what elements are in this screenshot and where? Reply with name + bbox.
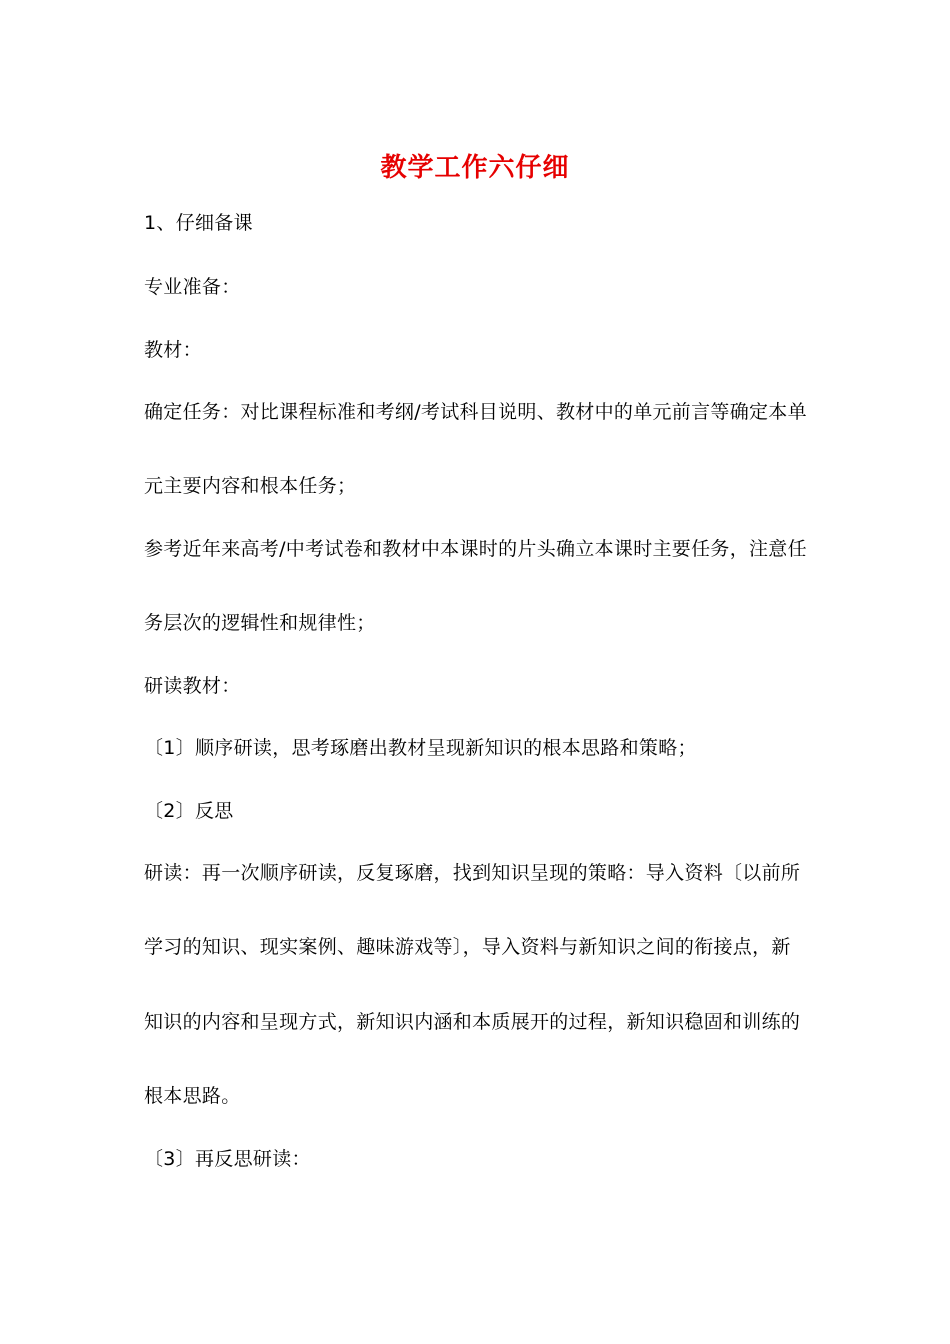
paragraph-line: 元主要内容和根本任务； — [144, 475, 357, 497]
paragraph-line: 知识的内容和呈现方式，新知识内涵和本质展开的过程，新知识稳固和训练的 — [144, 1011, 801, 1033]
paragraph-line: 确定任务：对比课程标准和考纲/考试科目说明、教材中的单元前言等确定本单 — [144, 401, 807, 423]
paragraph-line: 学习的知识、现实案例、趣味游戏等〕，导入资料与新知识之间的衔接点，新 — [144, 936, 791, 958]
paragraph-line: 研读教材： — [144, 675, 241, 697]
paragraph-line: 务层次的逻辑性和规律性； — [144, 612, 376, 634]
paragraph-line: 研读：再一次顺序研读，反复琢磨，找到知识呈现的策略：导入资料〔以前所 — [144, 862, 801, 884]
heading-careful-lesson-prep: 1、仔细备课 — [144, 212, 253, 234]
paragraph-line: 参考近年来高考/中考试卷和教材中本课时的片头确立本课时主要任务，注意任 — [144, 538, 807, 560]
paragraph-line: 〔1〕顺序研读，思考琢磨出教材呈现新知识的根本思路和策略； — [144, 737, 697, 759]
paragraph-line: 根本思路。 — [144, 1085, 241, 1107]
paragraph-line: 教材： — [144, 339, 202, 361]
paragraph-line: 〔2〕反思 — [144, 800, 234, 822]
paragraph-line: 专业准备： — [144, 276, 241, 298]
document-title: 教学工作六仔细 — [380, 153, 570, 183]
paragraph-line: 〔3〕再反思研读： — [144, 1148, 311, 1170]
